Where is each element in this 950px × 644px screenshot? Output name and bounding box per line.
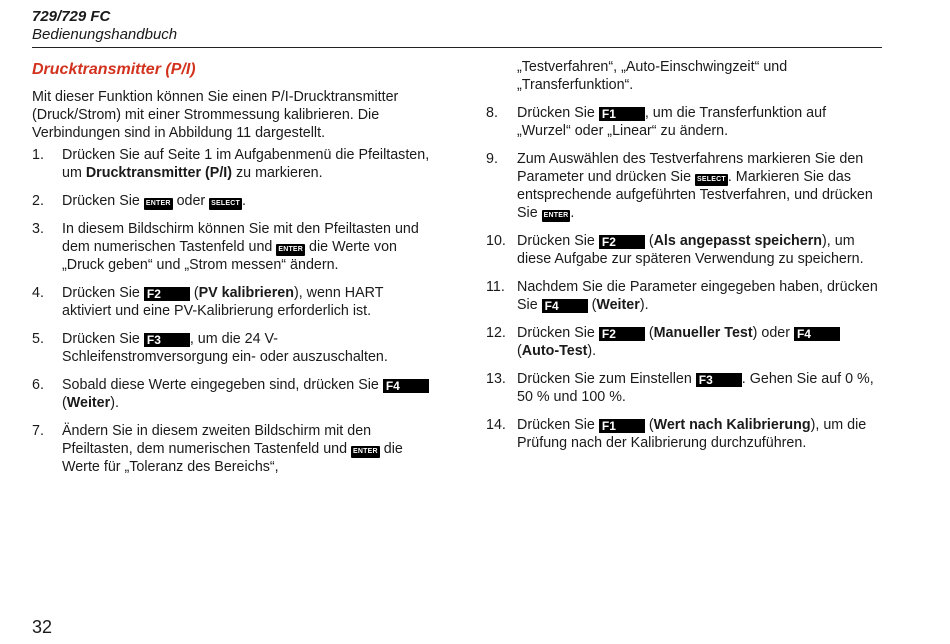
- step-number: 5.: [32, 331, 44, 347]
- section-title: Drucktransmitter (P/I): [32, 61, 196, 78]
- f3-key-icon: F3: [144, 333, 190, 347]
- section-intro: Mit dieser Funktion können Sie einen P/I-Drucktransmitter (Druck/Strom) mit einer Strommessung kalibrieren. Die Verbindungen sind in Abbildung 11 dargestellt.: [32, 89, 399, 141]
- step-9: [486, 150, 882, 222]
- step-text: Drücken Sie zum Einstellen F3 . Gehen Sie auf 0 %, 50 % und 100 %.: [517, 371, 874, 405]
- enter-key-icon: ENTER: [542, 210, 571, 222]
- f3-key-icon: F3: [696, 373, 742, 387]
- step-5: [32, 330, 432, 366]
- step-text: Sobald diese Werte eingegeben sind, drücken Sie F4 (Weiter).: [62, 376, 432, 412]
- step-number: 11.: [486, 279, 505, 295]
- step-11: [486, 278, 882, 314]
- step-number: 2.: [32, 193, 44, 209]
- step-number: 12.: [486, 325, 506, 341]
- enter-key-icon: ENTER: [144, 198, 173, 210]
- step-number: 13.: [486, 371, 506, 387]
- model-title: 729/729 FC: [32, 8, 111, 25]
- step-text: Drücken Sie auf Seite 1 im Aufgabenmenü die Pfeiltasten, um Drucktransmitter (P/I) zu markieren.: [62, 147, 430, 181]
- step-text: Drücken Sie F1 , um die Transferfunktion auf „Wurzel“ oder „Linear“ zu ändern.: [517, 105, 827, 139]
- select-key-icon: SELECT: [209, 198, 242, 210]
- step-10: [486, 232, 882, 268]
- step-number: 14.: [486, 417, 506, 433]
- enter-key-icon: ENTER: [351, 446, 380, 458]
- step-12: [486, 324, 882, 360]
- step-number: 4.: [32, 285, 44, 301]
- f4-key-icon: F4: [794, 327, 840, 341]
- step-number: 6.: [32, 377, 44, 393]
- manual-title: Bedienungshandbuch: [32, 26, 178, 43]
- step-13: [486, 370, 882, 406]
- step-number: 3.: [32, 221, 44, 237]
- step-text: Drücken Sie F2 (Als angepasst speichern), um diese Aufgabe zur späteren Verwendung zu speichern.: [517, 233, 864, 267]
- step-2: [32, 192, 432, 210]
- step-3: [32, 220, 432, 274]
- f2-key-icon: F2: [599, 235, 645, 249]
- f1-key-icon: F1: [599, 107, 645, 121]
- step-8: [486, 104, 882, 140]
- step-text: Drücken Sie F2 (Manueller Test) oder F4 (Auto-Test).: [517, 324, 882, 360]
- page-header: [32, 8, 882, 44]
- step-number: 1.: [32, 147, 44, 163]
- step-1: [32, 146, 432, 182]
- step-number: 10.: [486, 233, 506, 249]
- step-number: 7.: [32, 423, 44, 439]
- f4-key-icon: F4: [383, 379, 429, 393]
- step-14: [486, 416, 882, 452]
- page-number: 32: [32, 617, 53, 637]
- step-text: Drücken Sie F3 , um die 24 V-Schleifenstromversorgung ein- oder auszuschalten.: [62, 331, 388, 365]
- step-text: Drücken Sie F2 (PV kalibrieren), wenn HART aktiviert und eine PV-Kalibrierung erforderlich ist.: [62, 285, 384, 319]
- step-text: In diesem Bildschirm können Sie mit den Pfeiltasten und dem numerischen Tastenfeld und ENTER die Werte von „Druck geben“ und „Strom messen“ ändern.: [62, 221, 419, 273]
- step-text: Nachdem Sie die Parameter eingegeben haben, drücken Sie F4 (Weiter).: [517, 279, 878, 313]
- step-6: [32, 376, 432, 412]
- step-number: 9.: [486, 151, 498, 167]
- f4-key-icon: F4: [542, 299, 588, 313]
- f1-key-icon: F1: [599, 419, 645, 433]
- step-text: Zum Auswählen des Testverfahrens markieren Sie den Parameter und drücken Sie SELECT . Markieren Sie das entsprechende aufgeführten Testverfahren, und drücken Sie ENTER .: [517, 151, 873, 221]
- select-key-icon: SELECT: [695, 174, 728, 186]
- enter-key-icon: ENTER: [276, 244, 305, 256]
- step-text: Drücken Sie ENTER oder SELECT .: [62, 193, 246, 209]
- f2-key-icon: F2: [599, 327, 645, 341]
- right-column: [486, 58, 882, 462]
- step-number: 8.: [486, 105, 498, 121]
- step-4: [32, 284, 432, 320]
- f2-key-icon: F2: [144, 287, 190, 301]
- step-text: Ändern Sie in diesem zweiten Bildschirm mit den Pfeiltasten, dem numerischen Tastenfeld und ENTER die Werte für „Toleranz des Bereichs“,: [62, 423, 403, 475]
- header-divider: [32, 47, 882, 48]
- step-7-continued: „Testverfahren“, „Auto-Einschwingzeit“ und „Transferfunktion“.: [517, 59, 788, 93]
- step-text: Drücken Sie F1 (Wert nach Kalibrierung), um die Prüfung nach der Kalibrierung durchzuführen.: [517, 417, 867, 451]
- step-7: [32, 422, 432, 476]
- left-column: [32, 58, 432, 486]
